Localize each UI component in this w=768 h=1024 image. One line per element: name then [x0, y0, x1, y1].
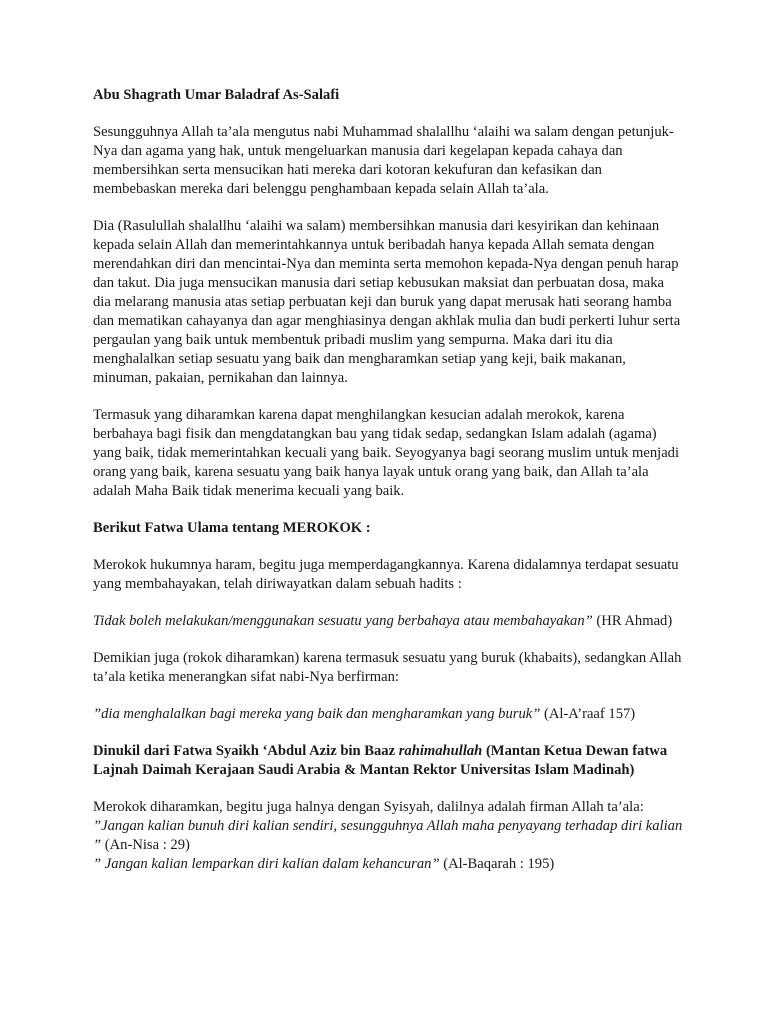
quote-araaf	[93, 705, 683, 724]
author-name: Abu Shagrath Umar Baladraf As-Salafi	[93, 87, 340, 103]
heading-binbaaz-part1: Dinukil dari Fatwa Syaikh ‘Abdul Aziz bin Baaz	[93, 743, 399, 759]
paragraph-syisyah: Merokok diharamkan, begitu juga halnya dengan Syisyah, dalilnya adalah firman Allah ta’ala:	[93, 799, 644, 815]
section-heading-binbaaz	[93, 742, 683, 780]
heading-binbaaz-part2: (Mantan Ketua Dewan fatwa Lajnah Daimah Kerajaan Saudi Arabia & Mantan Rektor Universitas Islam Madinah)	[93, 743, 668, 778]
quote-albaqarah-text: ” Jangan kalian lemparkan diri kalian dalam kehancuran”	[93, 856, 440, 872]
quote-annisa-source: (An-Nisa : 29)	[101, 837, 190, 853]
heading-binbaaz-italic: rahimahullah	[398, 743, 483, 759]
quote-annisa	[93, 817, 683, 855]
quote-albaqarah	[93, 855, 683, 874]
document-body	[93, 86, 683, 874]
quote-annisa-text: ”Jangan kalian bunuh diri kalian sendiri, sesungguhnya Allah maha penyayang terhadap diri kalian ”	[93, 818, 683, 853]
quote-hadits-text: Tidak boleh melakukan/menggunakan sesuatu yang berbahaya atau membahayakan”	[93, 613, 593, 629]
paragraph-khabaits: Demikian juga (rokok diharamkan) karena termasuk sesuatu yang buruk (khabaits), sedangkan Allah ta’ala ketika menerangkan sifat nabi-Nya berfirman:	[93, 650, 682, 685]
quote-araaf-source: (Al-A’raaf 157)	[540, 706, 636, 722]
paragraph-intro: Sesungguhnya Allah ta’ala mengutus nabi Muhammad shalallhu ‘alaihi wa salam dengan petunjuk-Nya dan agama yang hak, untuk mengeluarkan manusia dari kegelapan kepada cahaya dan membersihkan serta mensucikan hati mereka dari kotoran kekufuran dan kefasikan dan membebaskan mereka dari belenggu penghambaan kepada selain Allah ta’ala.	[93, 124, 674, 197]
paragraph-hukum: Merokok hukumnya haram, begitu juga memperdagangkannya. Karena didalamnya terdapat sesuatu yang membahayakan, telah diriwayatkan dalam sebuah hadits :	[93, 557, 679, 592]
paragraph-merokok: Termasuk yang diharamkan karena dapat menghilangkan kesucian adalah merokok, karena berbahaya bagi fisik dan mengdatangkan bau yang tidak sedap, sedangkan Islam adalah (agama) yang baik, tidak memerintahkan kecuali yang baik. Seyogyanya bagi seorang muslim untuk menjadi orang yang baik, karena sesuatu yang baik hanya layak untuk orang yang baik, dan Allah ta’ala adalah Maha Baik tidak menerima kecuali yang baik.	[93, 407, 680, 499]
section-heading-fatwa: Berikut Fatwa Ulama tentang MEROKOK :	[93, 520, 371, 536]
quote-hadits-source: (HR Ahmad)	[592, 613, 673, 629]
quote-hadits	[93, 612, 683, 631]
quote-albaqarah-source: (Al-Baqarah : 195)	[439, 856, 555, 872]
quote-araaf-text: ”dia menghalalkan bagi mereka yang baik dan mengharamkan yang buruk”	[93, 706, 541, 722]
paragraph-rasulullah: Dia (Rasulullah shalallhu ‘alaihi wa salam) membersihkan manusia dari kesyirikan dan kehinaan kepada selain Allah dan memerintahkannya untuk beribadah hanya kepada Allah semata dengan merendahkan diri dan mencintai-Nya dan meminta serta memohon kepada-Nya dengan penuh harap dan takut. Dia juga mensucikan manusia dari setiap kebusukan maksiat dan perbuatan dosa, maka dia melarang manusia atas setiap perbuatan keji dan buruk yang dapat merusak hati seorang hamba dan mematikan cahayanya dan agar menghiasinya dengan akhlak mulia dan budi perkerti luhur serta pergaulan yang baik untuk membentuk pribadi muslim yang sempurna. Maka dari itu dia menghalalkan setiap sesuatu yang baik dan mengharamkan setiap yang keji, baik makanan, minuman, pakaian, pernikahan dan lainnya.	[93, 218, 681, 386]
